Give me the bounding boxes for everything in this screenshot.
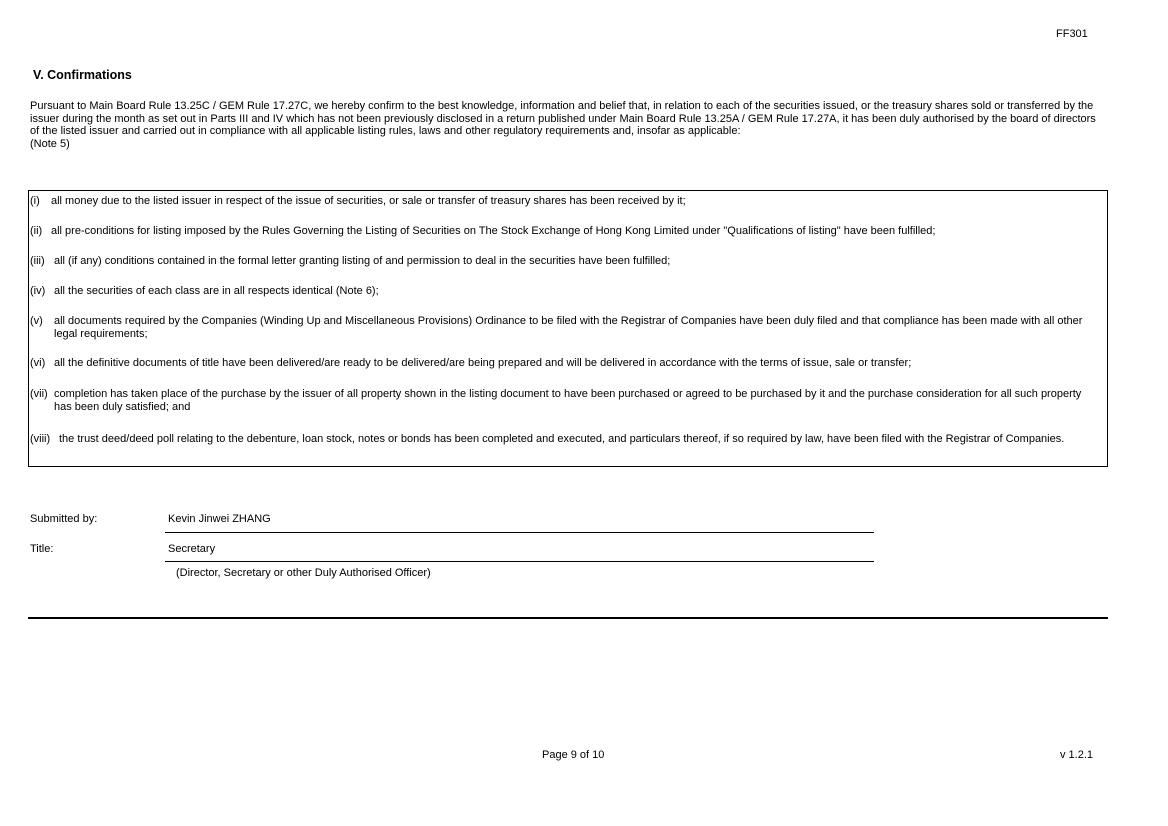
title-value: Secretary [168, 543, 216, 555]
confirmations-box [28, 190, 1108, 467]
confirmation-item [29, 285, 1089, 298]
confirmation-text: all money due to the listed issuer in respect of the issue of securities, or sale or transfer of treasury shares has been received by it; [51, 195, 686, 207]
confirmation-item [29, 388, 1089, 413]
confirmation-number: (ii) [30, 225, 43, 237]
title-underline [165, 561, 874, 562]
submitted-by-label: Submitted by: [30, 513, 98, 525]
confirmation-number: (viii) [30, 433, 51, 445]
confirmation-item [29, 315, 1089, 340]
confirmation-item [29, 433, 1089, 446]
confirmation-number: (iii) [30, 255, 45, 267]
title-note: (Director, Secretary or other Duly Authorised Officer) [176, 567, 431, 579]
confirmation-text: all the definitive documents of title have been delivered/are ready to be delivered/are being prepared and will be delivered in accordance with the terms of issue, sale or transfer; [54, 357, 912, 369]
submitted-by-underline [165, 532, 874, 533]
confirmation-text: all pre-conditions for listing imposed by the Rules Governing the Listing of Securities on The Stock Exchange of Hong Kong Limited under "Qualifications of listing" have been fulfilled; [51, 225, 936, 237]
confirmation-item [29, 195, 1089, 208]
confirmation-item [29, 225, 1089, 238]
page-number: Page 9 of 10 [542, 749, 605, 761]
intro-text: Pursuant to Main Board Rule 13.25C / GEM Rule 17.27C, we hereby confirm to the best knowledge, information and belief that, in relation to each of the securities issued, or the treasury shares sold or transferred by the issuer during the month as set out in Parts III and IV which has not been previously disclosed in a return published under Main Board Rule 13.25A / GEM Rule 17.27A, it has been duly authorised by the board of directors of the listed issuer and carried out in compliance with all applicable listing rules, laws and other regulatory requirements and, insofar as applicable: [30, 100, 1096, 137]
title-label: Title: [30, 543, 54, 555]
confirmation-number: (iv) [30, 285, 46, 297]
confirmation-item [29, 357, 1089, 370]
confirmation-text: all (if any) conditions contained in the formal letter granting listing of and permission to deal in the securities have been fulfilled; [54, 255, 671, 267]
section-title: V. Confirmations [33, 68, 132, 82]
confirmation-number: (vii) [30, 388, 48, 400]
confirmation-text: completion has taken place of the purchase by the issuer of all property shown in the listing document to have been purchased or agreed to be purchased by it and the purchase consideration for all such property has been duly satisfied; and [54, 388, 1082, 413]
submitted-by-value: Kevin Jinwei ZHANG [168, 513, 271, 525]
confirmation-item [29, 255, 1089, 268]
confirmation-number: (i) [30, 195, 40, 207]
confirmation-text: all documents required by the Companies (Winding Up and Miscellaneous Provisions) Ordinance to be filed with the Registrar of Companies have been duly filed and that compliance has been made with all other legal requirements; [54, 315, 1083, 340]
confirmation-text: the trust deed/deed poll relating to the debenture, loan stock, notes or bonds has been completed and executed, and particulars thereof, if so required by law, have been filed with the Registrar of Companies. [59, 433, 1065, 445]
intro-paragraph [30, 100, 1105, 150]
version-label: v 1.2.1 [1060, 749, 1094, 761]
confirmation-number: (vi) [30, 357, 46, 369]
intro-note: (Note 5) [30, 137, 70, 150]
form-code: FF301 [1056, 28, 1088, 40]
confirmation-number: (v) [30, 315, 43, 327]
confirmation-text: all the securities of each class are in all respects identical (Note 6); [54, 285, 379, 297]
page-divider [28, 617, 1108, 619]
